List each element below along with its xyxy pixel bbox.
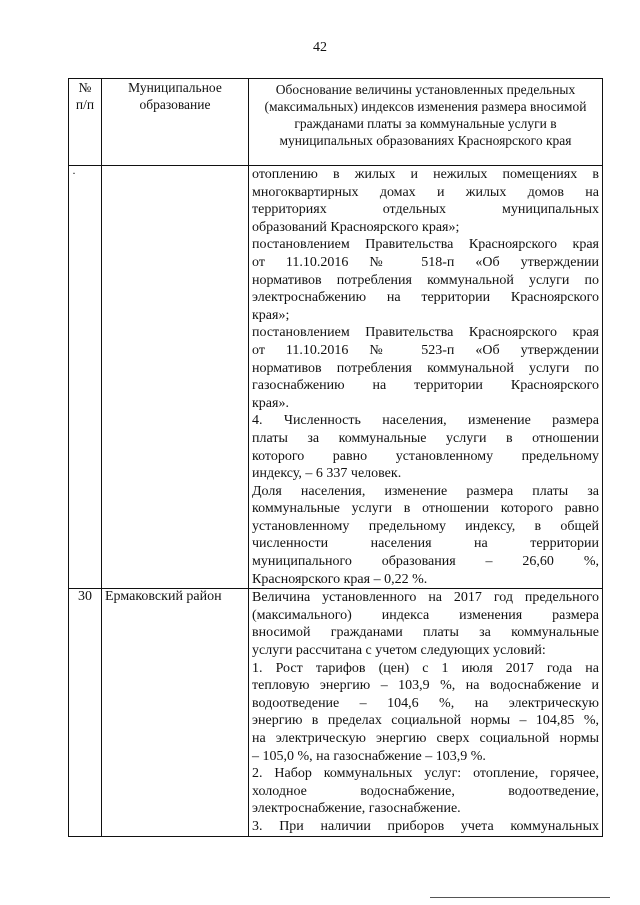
row-number: · bbox=[69, 166, 102, 589]
row-municipality bbox=[102, 166, 249, 589]
text-line: Величина установленного на 2017 год предельного bbox=[252, 590, 599, 606]
text-line: Доля населения, изменение размера платы за bbox=[252, 483, 599, 499]
text-line: 2. Набор коммунальных услуг: отопление, горячее, bbox=[252, 766, 599, 782]
text-line: муниципального образования – 26,60 %, bbox=[252, 554, 599, 570]
text-line: края». bbox=[252, 395, 289, 411]
text-line: электроснабжение, газоснабжение. bbox=[252, 801, 461, 817]
text-line: территориях отдельных муниципальных bbox=[252, 202, 599, 218]
text-line: отоплению в жилых и нежилых помещениях в bbox=[252, 167, 599, 182]
text-line: вносимой гражданами платы за коммунальные bbox=[252, 625, 599, 641]
row-justification bbox=[249, 589, 603, 836]
text-line: нормативов потребления коммунальной услуги по bbox=[252, 272, 599, 288]
text-line: постановлением Правительства Красноярского края bbox=[252, 325, 599, 341]
text-line: энергию в пределах социальной нормы – 104,85 %, bbox=[252, 713, 599, 729]
text-line: холодное водоснабжение, водоотведение, bbox=[252, 783, 599, 799]
text-line: водоотведение – 104,6 %, на электрическую bbox=[252, 695, 599, 711]
text-line: услуги рассчитана с учетом следующих условий: bbox=[252, 643, 546, 659]
table-row bbox=[69, 589, 603, 836]
text-line: 1. Рост тарифов (цен) с 1 июля 2017 года на bbox=[252, 660, 599, 676]
text-line: установленному предельному индексу, в общей bbox=[252, 518, 599, 534]
text-line: образований Красноярского края»; bbox=[252, 219, 460, 235]
row-number: 30 bbox=[69, 589, 102, 836]
text-line: которого равно установленному предельному bbox=[252, 448, 599, 464]
indices-table bbox=[68, 78, 603, 837]
text-line: тепловую энергию – 103,9 %, на водоснабжение и bbox=[252, 678, 599, 694]
footer-rule bbox=[430, 897, 610, 898]
text-line: – 105,0 %, на газоснабжение – 103,9 %. bbox=[252, 748, 486, 764]
text-line: 3. При наличии приборов учета коммунальных bbox=[252, 818, 599, 834]
text-line: платы за коммунальные услуги в отношении bbox=[252, 430, 599, 446]
header-number: № п/п bbox=[69, 79, 102, 166]
text-line: от 11.10.2016 № 523-п «Об утверждении bbox=[252, 342, 599, 358]
text-line: нормативов потребления коммунальной услуги по bbox=[252, 360, 599, 376]
header-justification: Обоснование величины установленных предельных (максимальных) индексов изменения размера вносимой гражданами платы за коммунальные услуги в муниципальных образованиях Красноярского края bbox=[249, 79, 603, 166]
row-justification bbox=[249, 166, 603, 589]
text-line: газоснабжению на территории Красноярского bbox=[252, 378, 599, 394]
text-line: многоквартирных домах и жилых домов на bbox=[252, 184, 599, 200]
text-line: на электрическую энергию сверх социальной нормы bbox=[252, 731, 599, 746]
text-line: от 11.10.2016 № 518-п «Об утверждении bbox=[252, 254, 599, 270]
text-line: индексу, – 6 337 человек. bbox=[252, 466, 402, 482]
text-line: постановлением Правительства Красноярского края bbox=[252, 237, 599, 253]
text-line: края»; bbox=[252, 307, 290, 323]
table-row bbox=[69, 166, 603, 589]
text-line: Красноярского края – 0,22 %. bbox=[252, 571, 428, 587]
text-line: (максимального) индекса изменения размера bbox=[252, 607, 599, 623]
row-municipality: Ермаковский район bbox=[102, 589, 249, 836]
header-municipality: Муниципальное образование bbox=[102, 79, 249, 166]
page-number: 42 bbox=[313, 40, 327, 55]
text-line: 4. Численность населения, изменение размера bbox=[252, 413, 599, 429]
text-line: коммунальные услуги в отношении которого равно bbox=[252, 501, 599, 517]
table-header-row bbox=[69, 79, 603, 166]
text-line: численности населения на территории bbox=[252, 536, 599, 552]
text-line: электроснабжению на территории Красноярского bbox=[252, 290, 599, 306]
